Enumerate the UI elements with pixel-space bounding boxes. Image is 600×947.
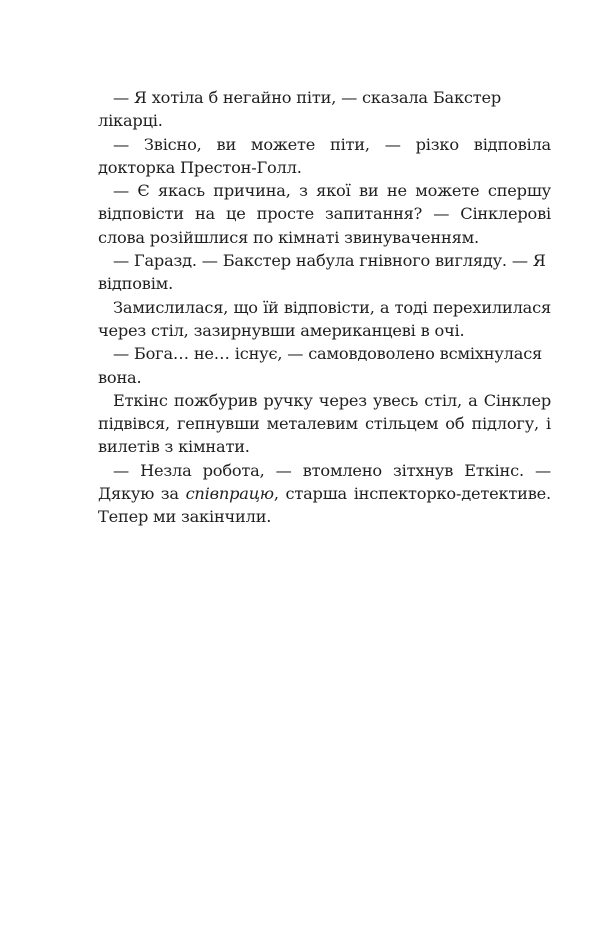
body-text <box>98 86 551 529</box>
paragraph-6: — Бога… не… існує, — самовдоволено всміхнулася вона. <box>98 344 543 387</box>
paragraph-8-end: , старша інспекторко-детективе. Тепер ми закінчили. <box>98 484 551 527</box>
paragraph-8 <box>98 459 551 529</box>
italic-word: співпрацю <box>185 484 274 504</box>
paragraph-5: Замислилася, що їй відповісти, а тоді перехилилася через стіл, зазирнувши американцеві в очі. <box>98 297 551 340</box>
paragraph-4: — Гаразд. — Бакстер набула гнівного вигляду. — Я відповім. <box>98 251 546 294</box>
paragraph-3: — Є якась причина, з якої ви не можете спершу відповісти на це просте запитання? — Сінклерові слова розійшлися по кімнаті звинуваченням. <box>98 181 551 247</box>
paragraph-1: — Я хотіла б негайно піти, — сказала Бакстер лікарці. <box>98 88 502 131</box>
paragraph-8-start: — Незла робота, — втомлено зітхнув Еткінс. — Дякую за <box>98 460 551 504</box>
paragraph-7: Еткінс пожбурив ручку через увесь стіл, а Сінклер підвівся, гепнувши металевим стільцем об підлогу, і вилетів з кімнати. <box>98 390 551 457</box>
paragraph-2: — Звісно, ви можете піти, — різко відповіла докторка Престон-Голл. <box>98 134 551 177</box>
